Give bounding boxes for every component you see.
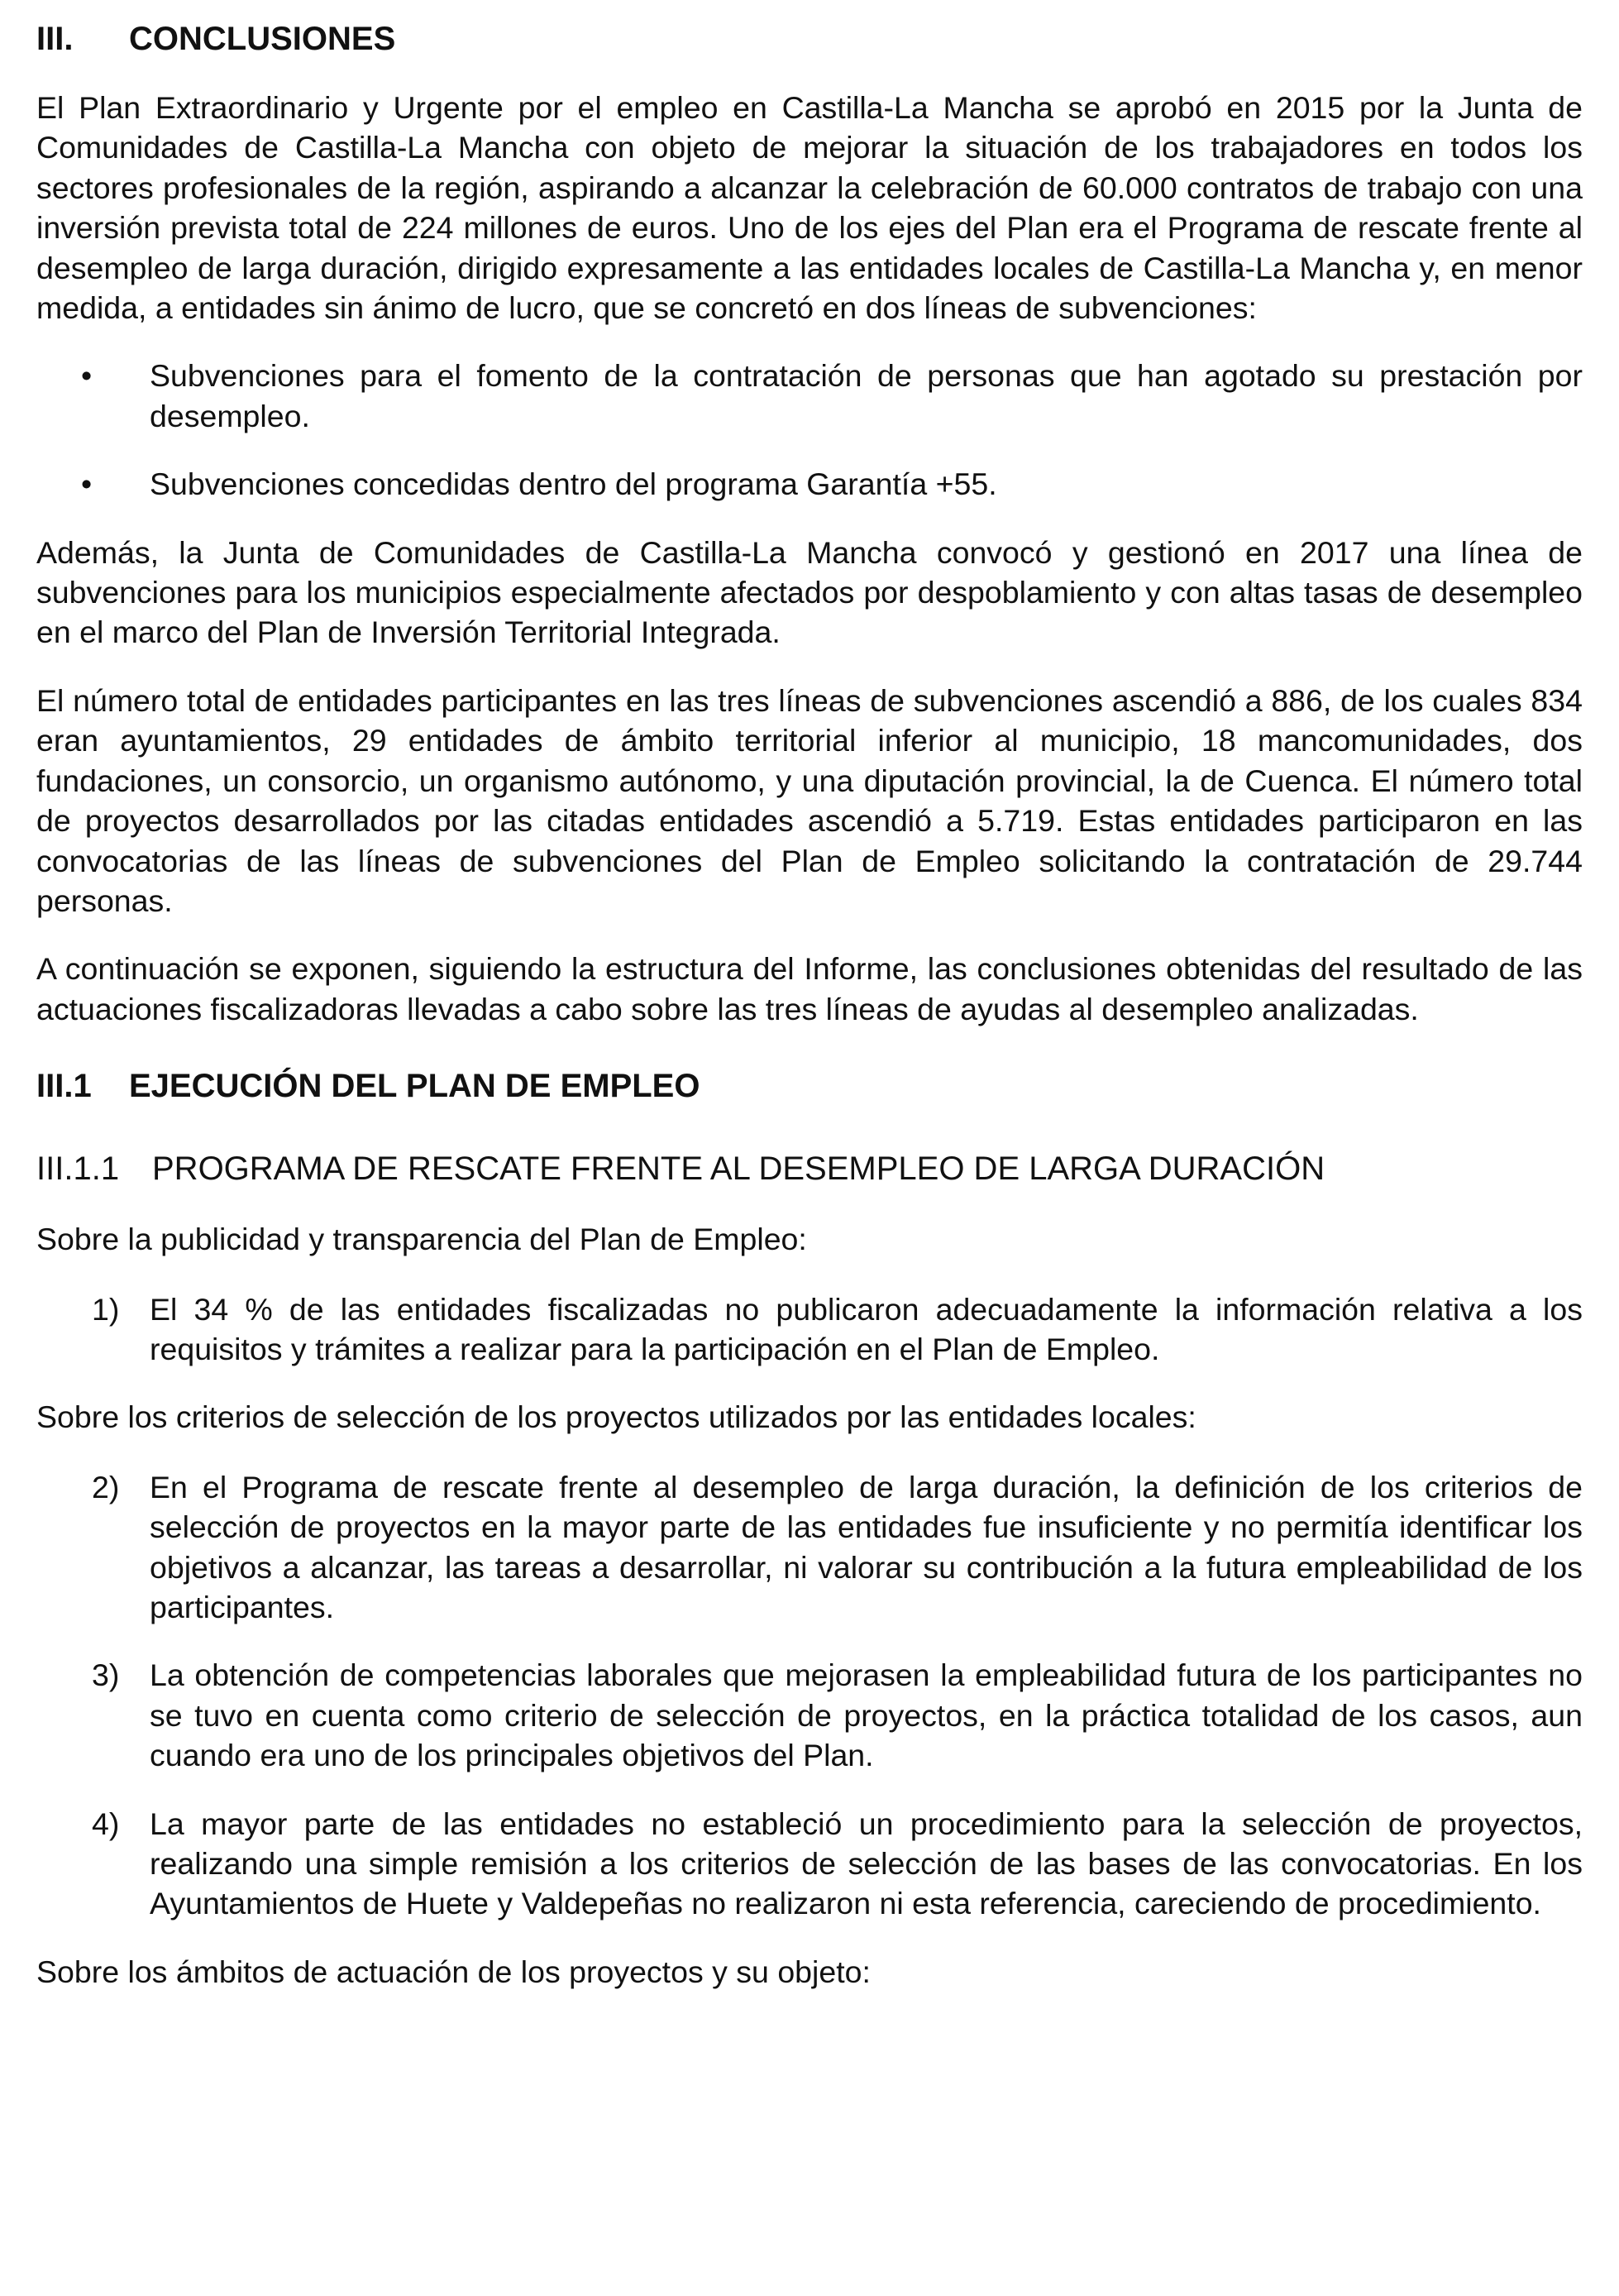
- list-item-text: En el Programa de rescate frente al desempleo de larga duración, la definición de los criterios de selección de proyectos en la mayor parte de las entidades fue insuficiente y no permitía identificar los objetivos a alcanzar, las tareas a desarrollar, ni valorar su contribución a la futura empleabilidad de los participantes.: [150, 1469, 1583, 1624]
- subsection-title: PROGRAMA DE RESCATE FRENTE AL DESEMPLEO DE LARGA DURACIÓN: [152, 1150, 1325, 1188]
- paragraph-continuacion: A continuación se exponen, siguiendo la estructura del Informe, las conclusiones obtenidas del resultado de las actuaciones fiscalizadoras llevadas a cabo sobre las tres líneas de ayudas al desempleo analizadas.: [36, 951, 1583, 1026]
- list-item: [36, 464, 1583, 504]
- list-item: [36, 1289, 1583, 1370]
- section-number: III.1: [36, 1068, 92, 1105]
- section-title: EJECUCIÓN DEL PLAN DE EMPLEO: [129, 1068, 700, 1105]
- document-page: [36, 17, 1583, 1992]
- label-criterios: Sobre los criterios de selección de los proyectos utilizados por las entidades locales:: [36, 1399, 1196, 1435]
- bullet-marker: •: [81, 466, 93, 502]
- label-ambitos: Sobre los ámbitos de actuación de los proyectos y su objeto:: [36, 1954, 871, 1989]
- intro-paragraph: El Plan Extraordinario y Urgente por el empleo en Castilla-La Mancha se aprobó en 2015 por la Junta de Comunidades de Castilla-La Mancha con objeto de mejorar la situación de los trabajadores en todos los sectores profesionales de la región, aspirando a alcanzar la celebración de 60.000 contratos de trabajo con una inversión prevista total de 224 millones de euros. Uno de los ejes del Plan era el Programa de rescate frente al desempleo de larga duración, dirigido expresamente a las entidades locales de Castilla-La Mancha y, en menor medida, a entidades sin ánimo de lucro, que se concretó en dos líneas de subvenciones:: [36, 90, 1583, 326]
- list-item: [36, 356, 1583, 436]
- list-item-text: Subvenciones concedidas dentro del programa Garantía +55.: [150, 466, 997, 502]
- list-item-text: La mayor parte de las entidades no estableció un procedimiento para la selección de proyectos, realizando una simple remisión a los criterios de selección de las bases de las convocatorias. En los Ayuntamientos de Huete y Valdepeñas no realizaron ni esta referencia, careciendo de procedimiento.: [150, 1806, 1583, 1921]
- subsection-number: III.1.1: [36, 1150, 120, 1188]
- list-item: [36, 1467, 1583, 1628]
- label-publicidad: Sobre la publicidad y transparencia del Plan de Empleo:: [36, 1222, 807, 1257]
- section-heading-conclusiones: [36, 17, 1583, 61]
- section-heading-ejecucion: [36, 1064, 1583, 1108]
- bullet-marker: •: [81, 358, 93, 394]
- subsection-heading-programa: [36, 1146, 1583, 1191]
- list-item-text: La obtención de competencias laborales que mejorasen la empleabilidad futura de los participantes no se tuvo en cuenta como criterio de selección de proyectos, en la práctica totalidad de los casos, aun cuando era uno de los principales objetivos del Plan.: [150, 1657, 1583, 1773]
- item-number: 4): [92, 1806, 120, 1841]
- bullet-list: [36, 356, 1583, 504]
- list-item-text: Subvenciones para el fomento de la contratación de personas que han agotado su prestación por desempleo.: [150, 358, 1583, 433]
- list-item: [36, 1804, 1583, 1924]
- numbered-list-publicidad: [36, 1289, 1583, 1370]
- item-number: 2): [92, 1469, 120, 1504]
- item-number: 1): [92, 1291, 120, 1327]
- list-item: [36, 1655, 1583, 1775]
- item-number: 3): [92, 1657, 120, 1693]
- paragraph-entidades: El número total de entidades participantes en las tres líneas de subvenciones ascendió a 886, de los cuales 834 eran ayuntamientos, 29 entidades de ámbito territorial inferior al municipio, 18 mancomunidades, dos fundaciones, un consorcio, un organismo autónomo, y una diputación provincial, la de Cuenca. El número total de proyectos desarrollados por las citadas entidades ascendió a 5.719. Estas entidades participaron en las convocatorias de las líneas de subvenciones del Plan de Empleo solicitando la contratación de 29.744 personas.: [36, 682, 1583, 918]
- paragraph-ademas: Además, la Junta de Comunidades de Castilla-La Mancha convocó y gestionó en 2017 una línea de subvenciones para los municipios especialmente afectados por despoblamiento y con altas tasas de desempleo en el marco del Plan de Inversión Territorial Integrada.: [36, 534, 1583, 650]
- section-number: III.: [36, 21, 74, 57]
- list-item-text: El 34 % de las entidades fiscalizadas no publicaron adecuadamente la información relativa a los requisitos y trámites a realizar para la participación en el Plan de Empleo.: [150, 1291, 1583, 1366]
- numbered-list-criterios: [36, 1467, 1583, 1924]
- section-title: CONCLUSIONES: [129, 21, 396, 57]
